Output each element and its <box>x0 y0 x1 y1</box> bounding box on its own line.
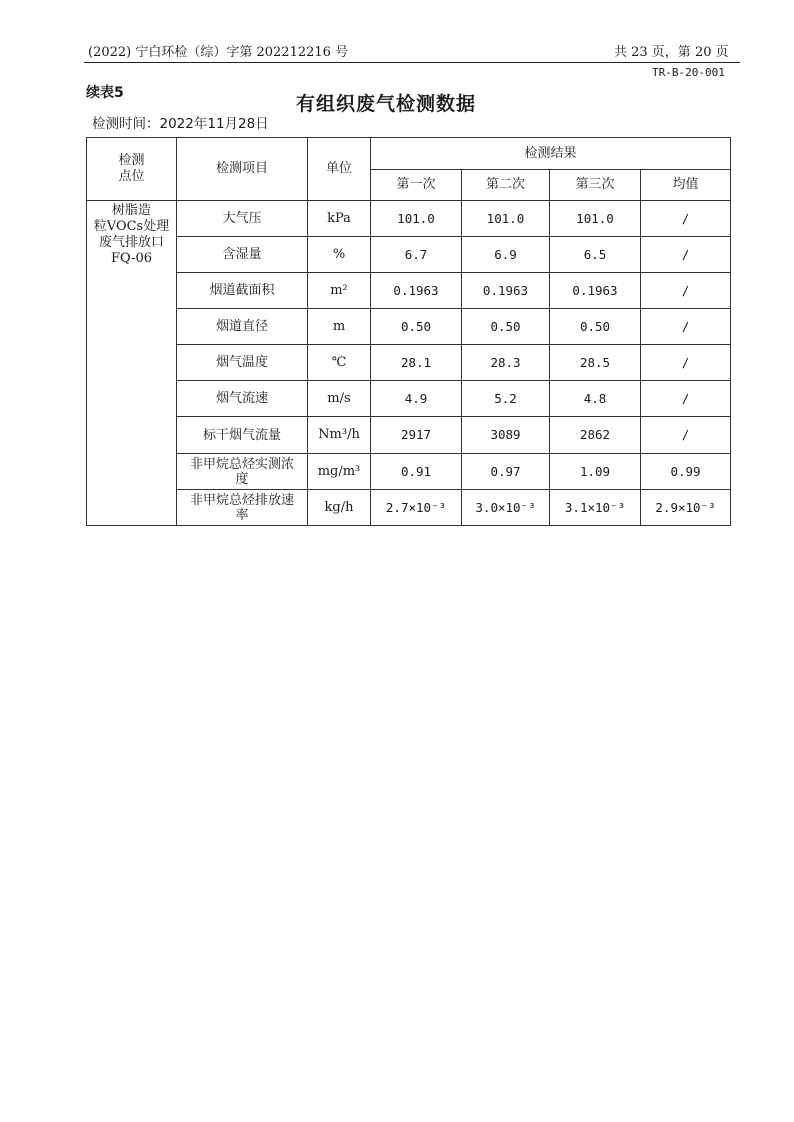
unit-cell: m² <box>308 273 371 309</box>
item-cell: 烟道截面积 <box>177 273 308 309</box>
second-result-cell: 3.0×10⁻³ <box>462 490 550 526</box>
form-code: TR-B-20-001 <box>652 66 725 79</box>
first-result-cell: 4.9 <box>371 381 462 417</box>
item-cell: 非甲烷总烃排放速 率 <box>177 490 308 526</box>
third-result-cell: 2862 <box>550 417 641 454</box>
table-row <box>87 273 731 309</box>
header-rule <box>84 62 740 63</box>
average-cell: / <box>641 417 731 454</box>
first-result-cell: 0.91 <box>371 454 462 490</box>
average-cell: / <box>641 237 731 273</box>
third-result-cell: 101.0 <box>550 201 641 237</box>
measurement-point: 树脂造 粒VOCs处理 废气排放口 FQ-06 <box>87 201 177 526</box>
average-cell: 0.99 <box>641 454 731 490</box>
average-cell: / <box>641 345 731 381</box>
header-average: 均值 <box>641 170 731 201</box>
header-third: 第三次 <box>550 170 641 201</box>
item-cell: 烟气温度 <box>177 345 308 381</box>
table-label: 续表5 <box>86 85 124 101</box>
unit-cell: kg/h <box>308 490 371 526</box>
unit-cell: % <box>308 237 371 273</box>
first-result-cell: 2.7×10⁻³ <box>371 490 462 526</box>
header-point: 检测 点位 <box>87 138 177 201</box>
table-row <box>87 490 731 526</box>
second-result-cell: 28.3 <box>462 345 550 381</box>
header-first: 第一次 <box>371 170 462 201</box>
first-result-cell: 101.0 <box>371 201 462 237</box>
unit-cell: kPa <box>308 201 371 237</box>
unit-cell: m/s <box>308 381 371 417</box>
table-row <box>87 454 731 490</box>
first-result-cell: 0.1963 <box>371 273 462 309</box>
average-cell: / <box>641 201 731 237</box>
second-result-cell: 0.1963 <box>462 273 550 309</box>
second-result-cell: 6.9 <box>462 237 550 273</box>
table-row <box>87 237 731 273</box>
header-second: 第二次 <box>462 170 550 201</box>
third-result-cell: 6.5 <box>550 237 641 273</box>
table-row <box>87 309 731 345</box>
second-result-cell: 3089 <box>462 417 550 454</box>
page-title: 有组织废气检测数据 <box>296 93 477 115</box>
second-result-cell: 0.50 <box>462 309 550 345</box>
third-result-cell: 3.1×10⁻³ <box>550 490 641 526</box>
item-cell: 大气压 <box>177 201 308 237</box>
table-row <box>87 381 731 417</box>
emission-data-table <box>86 137 731 526</box>
report-number: (2022) 宁白环检（综）字第 202212216 号 <box>88 45 349 60</box>
unit-cell: ℃ <box>308 345 371 381</box>
second-result-cell: 5.2 <box>462 381 550 417</box>
item-cell: 含湿量 <box>177 237 308 273</box>
item-cell: 烟道直径 <box>177 309 308 345</box>
average-cell: 2.9×10⁻³ <box>641 490 731 526</box>
unit-cell: m <box>308 309 371 345</box>
average-cell: / <box>641 273 731 309</box>
table-row <box>87 345 731 381</box>
table-row <box>87 417 731 454</box>
unit-cell: mg/m³ <box>308 454 371 490</box>
third-result-cell: 0.1963 <box>550 273 641 309</box>
detection-date: 检测时间：2022年11月28日 <box>92 116 269 132</box>
first-result-cell: 28.1 <box>371 345 462 381</box>
first-result-cell: 0.50 <box>371 309 462 345</box>
third-result-cell: 4.8 <box>550 381 641 417</box>
second-result-cell: 0.97 <box>462 454 550 490</box>
second-result-cell: 101.0 <box>462 201 550 237</box>
average-cell: / <box>641 309 731 345</box>
page-info: 共 23 页，第 20 页 <box>614 45 729 60</box>
header-item: 检测项目 <box>177 138 308 201</box>
header-results: 检测结果 <box>371 138 731 170</box>
third-result-cell: 0.50 <box>550 309 641 345</box>
table-row <box>87 201 731 237</box>
header-unit: 单位 <box>308 138 371 201</box>
first-result-cell: 6.7 <box>371 237 462 273</box>
unit-cell: Nm³/h <box>308 417 371 454</box>
third-result-cell: 1.09 <box>550 454 641 490</box>
first-result-cell: 2917 <box>371 417 462 454</box>
item-cell: 烟气流速 <box>177 381 308 417</box>
item-cell: 非甲烷总烃实测浓 度 <box>177 454 308 490</box>
item-cell: 标干烟气流量 <box>177 417 308 454</box>
third-result-cell: 28.5 <box>550 345 641 381</box>
average-cell: / <box>641 381 731 417</box>
